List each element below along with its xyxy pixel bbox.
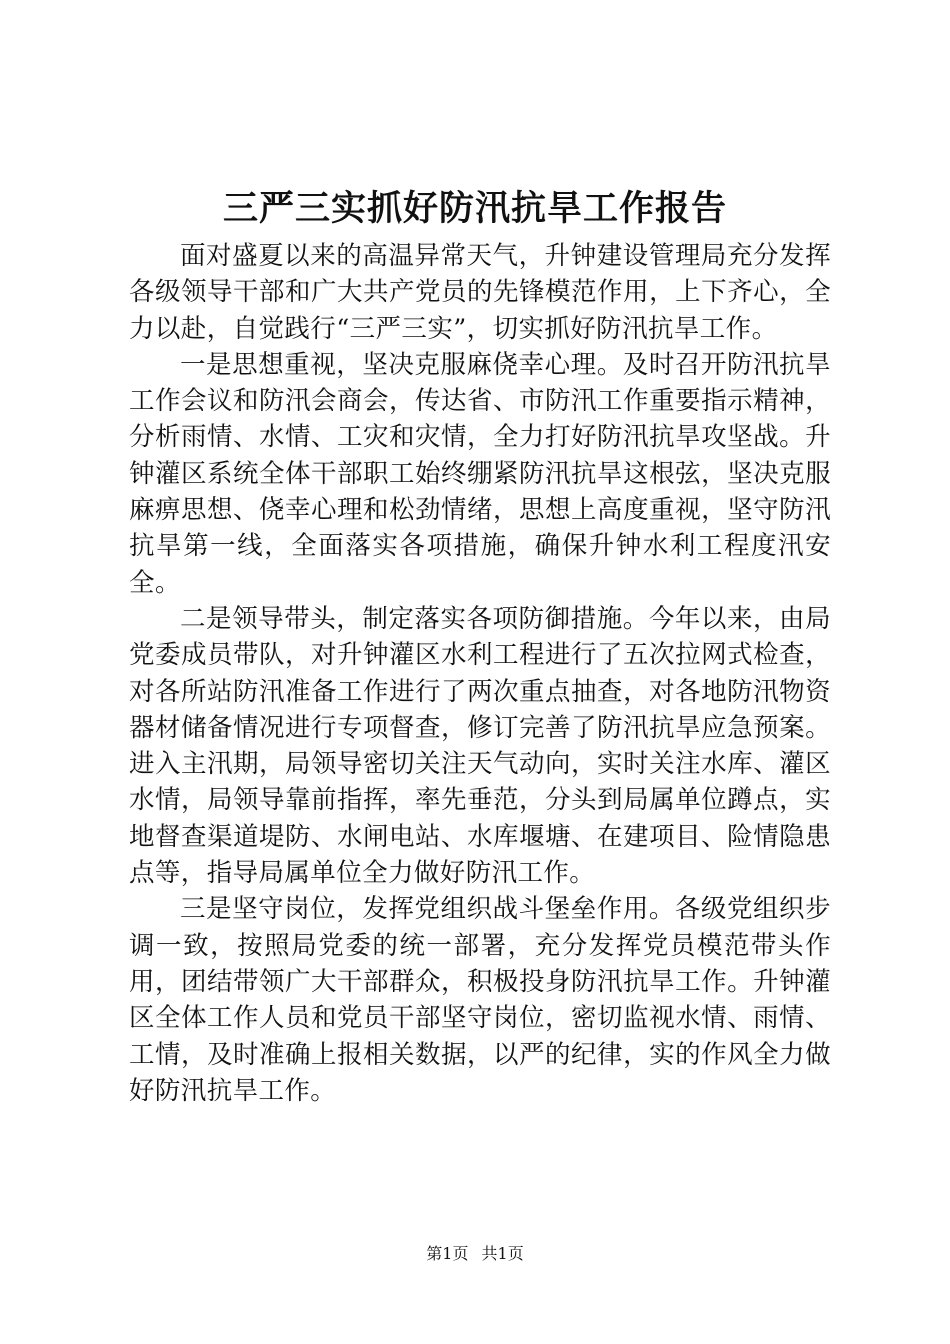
page-total: 共1页 xyxy=(481,1244,524,1263)
page-footer xyxy=(0,1244,950,1264)
page-number: 第1页 xyxy=(426,1244,469,1263)
paragraph-point-three: 三是坚守岗位，发挥党组织战斗堡垒作用。各级党组织步调一致，按照局党委的统一部署，充分发挥党员模范带头作用，团结带领广大干部群众，积极投身防汛抗旱工作。升钟灌区全体工作人员和党员干部坚守岗位，密切监视水情、雨情、工情，及时准确上报相关数据，以严的纪律，实的作风全力做好防汛抗旱工作。 xyxy=(129,894,831,1106)
document-body xyxy=(129,238,831,1109)
paragraph-intro: 面对盛夏以来的高温异常天气，升钟建设管理局充分发挥各级领导干部和广大共产党员的先锋模范作用，上下齐心，全力以赴，自觉践行“三严三实”，切实抓好防汛抗旱工作。 xyxy=(129,241,831,344)
document-title: 三严三实抓好防汛抗旱工作报告 xyxy=(222,188,727,229)
paragraph-point-two: 二是领导带头，制定落实各项防御措施。今年以来，由局党委成员带队，对升钟灌区水利工程进行了五次拉网式检查，对各所站防汛准备工作进行了两次重点抽查，对各地防汛物资器材储备情况进行专项督查，修订完善了防汛抗旱应急预案。进入主汛期，局领导密切关注天气动向，实时关注水库、灌区水情，局领导靠前指挥，率先垂范，分头到局属单位蹲点，实地督查渠道堤防、水闸电站、水库堰塘、在建项目、险情隐患点等，指导局属单位全力做好防汛工作。 xyxy=(129,603,831,889)
paragraph-point-one: 一是思想重视，坚决克服麻侥幸心理。及时召开防汛抗旱工作会议和防汛会商会，传达省、市防汛工作重要指示精神，分析雨情、水情、工灾和灾情，全力打好防汛抗旱攻坚战。升钟灌区系统全体干部职工始终绷紧防汛抗旱这根弦，坚决克服麻痹思想、侥幸心理和松劲情绪，思想上高度重视，坚守防汛抗旱第一线，全面落实各项措施，确保升钟水利工程度汛安全。 xyxy=(129,349,831,598)
